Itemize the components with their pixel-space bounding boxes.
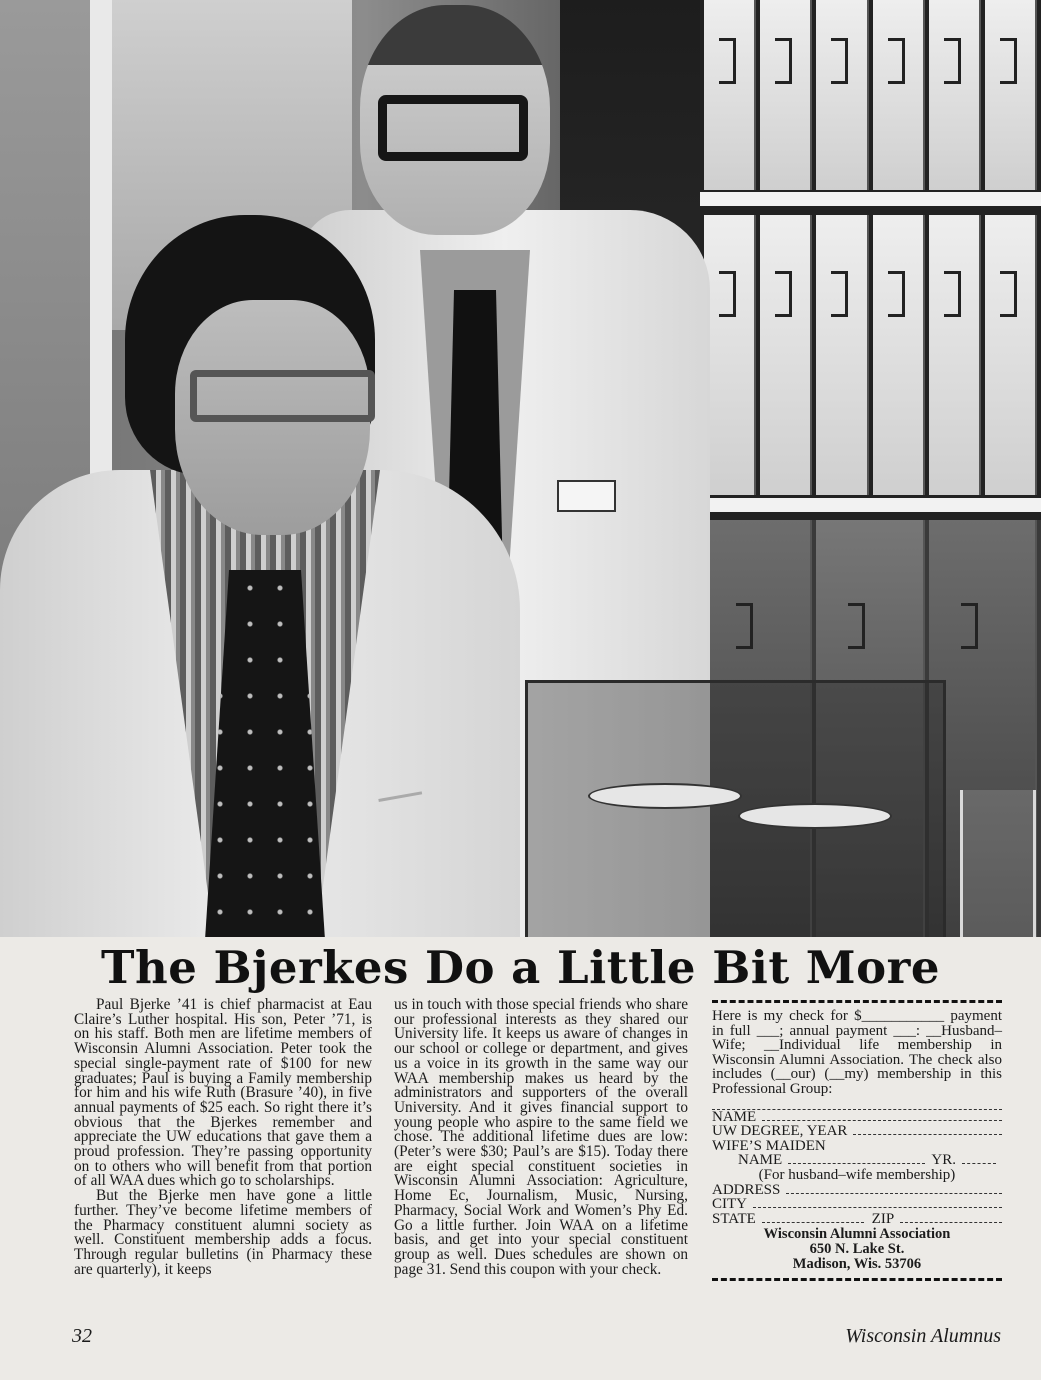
- coupon-bottom-border: [712, 1278, 1002, 1281]
- membership-coupon: [712, 998, 1002, 1287]
- article-paragraph-2: But the Bjerke men have gone a little further. They’ve become lifetime members of the Pharmacy constituent alumni society as well. Constituent membership adds a focus. Through regular bulletins (in Pharmacy these are quarterly), it keeps: [74, 1187, 372, 1278]
- address-field[interactable]: ADDRESS: [712, 1183, 1002, 1198]
- article-column-2: [394, 998, 688, 1277]
- coupon-intro: Here is my check for $___________ payment in full ___; annual payment ___: __Husband–Wife; __Individual life membership in Wisconsin Alumni Association. The check also includes (__our) (__my) membership in this Professional Group:: [712, 1008, 1002, 1097]
- husband-wife-note: (For husband–wife membership): [758, 1166, 956, 1183]
- coupon-top-border: [712, 1000, 1002, 1003]
- mailing-address: [712, 1227, 1002, 1272]
- photo-beaker: [960, 790, 1036, 937]
- state-zip-field[interactable]: STATE ZIP: [712, 1212, 1002, 1227]
- wife-maiden-name-field[interactable]: NAME YR.: [712, 1153, 1002, 1168]
- photo-pharmacy-scale: [525, 680, 946, 937]
- yr-label: YR.: [931, 1152, 956, 1169]
- name-field[interactable]: NAME: [712, 1110, 1002, 1125]
- org-street: 650 N. Lake St.: [809, 1241, 905, 1258]
- wife-maiden-label: WIFE’S MAIDEN: [712, 1137, 826, 1154]
- org-city: Madison, Wis. 53706: [792, 1256, 922, 1273]
- city-field[interactable]: CITY: [712, 1197, 1002, 1212]
- magazine-name: Wisconsin Alumnus: [845, 1325, 1001, 1347]
- page-number: 32: [72, 1325, 92, 1347]
- article-paragraph-3: us in touch with those special friends who share our professional interests as they shared our University life. It keeps us aware of changes in our school or college or department, and gives us a voice in its growth in the same way our WAA membership makes us heard by the administrators and supporters of the overall University. And it gives financial support to young people who aspire to the same field we chose. The additional lifetime dues are low: (Peter’s were $30; Paul’s are $15). Today there are eight special constituent societies in Wisconsin Alumni Association: Agriculture, Home Ec, Journalism, Music, Nursing, Pharmacy, Social Work and Women’s Phy Ed. Go a little further. Join WAA on a lifetime basis, and get into your special constituent group as well. Dues schedules are shown on page 31. Send this coupon with your check.: [394, 996, 688, 1278]
- org-name: Wisconsin Alumni Association: [763, 1226, 951, 1243]
- article-paragraph-1: Paul Bjerke ’41 is chief pharmacist at Eau Claire’s Luther hospital. His son, Peter ’71, is on his staff. Both men are lifetime members of Wisconsin Alumni Association. Peter took the special single-payment rate of $100 for new graduates; Paul is buying a Family membership for him and his wife Ruth (Brasure ’40), in five annual payments of $25 each. So right there it’s obvious that the Bjerkes remember and appreciate the UW educations that gave them a proud profession. They’re passing opportunity on to others who will benefit from that portion of all WAA dues which go to scholarships.: [74, 996, 372, 1190]
- article-column-1: [74, 998, 372, 1277]
- article-title: The Bjerkes Do a Little Bit More: [101, 941, 940, 994]
- yr-field[interactable]: [962, 1153, 996, 1164]
- degree-year-field[interactable]: UW DEGREE, YEAR: [712, 1124, 1002, 1139]
